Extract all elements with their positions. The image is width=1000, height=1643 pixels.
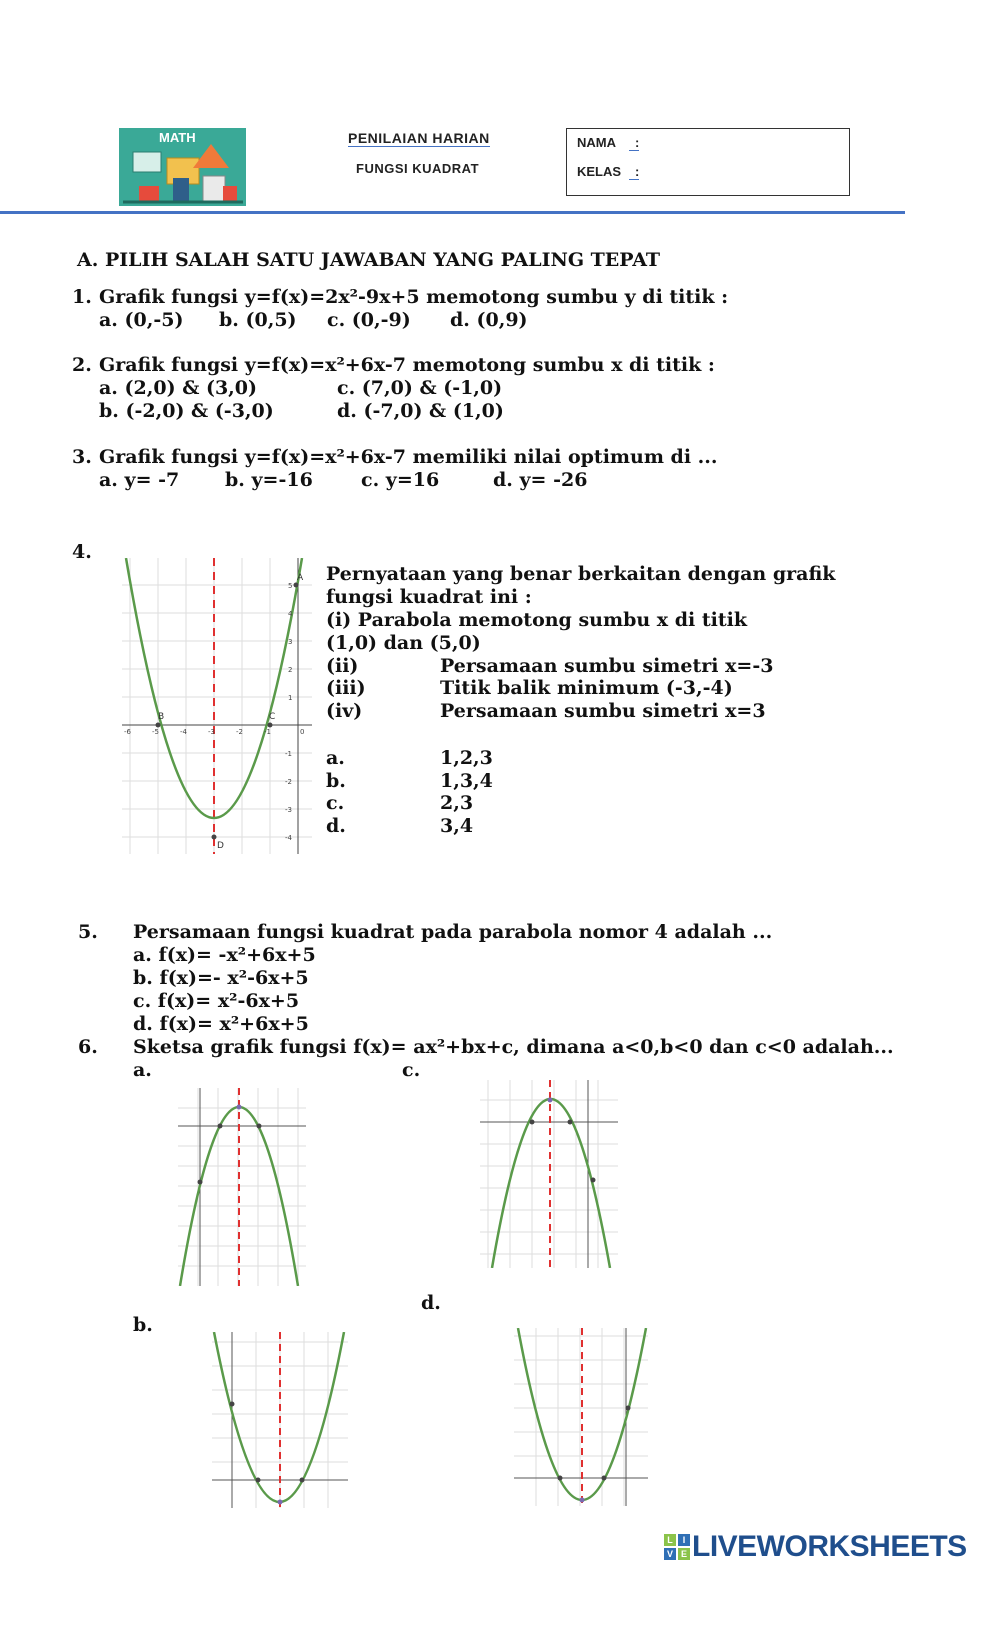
logo-letter-e: E	[678, 1548, 690, 1560]
q4-number: 4.	[72, 541, 92, 563]
q4-item-iii-number: (iii)	[326, 677, 366, 699]
q6-graph-d[interactable]	[514, 1328, 648, 1506]
q4-point-b-label: B	[158, 712, 165, 722]
kelas-colon[interactable]: :	[629, 164, 639, 180]
q4-point-b	[156, 723, 161, 728]
q4-option-c-value[interactable]: 2,3	[440, 792, 474, 814]
q4-y-tick: 1	[288, 694, 293, 702]
footer-brand[interactable]: LIVEWORKSHEETS	[692, 1530, 967, 1563]
student-info-box	[566, 128, 850, 196]
q4-option-a-label[interactable]: a.	[326, 747, 345, 769]
q2-number: 2.	[72, 354, 92, 376]
q5-option-c[interactable]: c. f(x)= x²-6x+5	[133, 990, 300, 1012]
page-title: PENILAIAN HARIAN	[348, 130, 490, 146]
q6-graph-c[interactable]	[480, 1080, 618, 1268]
q4-y-tick: 5	[288, 582, 293, 590]
q4-item-iv-text: Persamaan sumbu simetri x=3	[440, 700, 766, 722]
kelas-label: KELAS	[577, 164, 622, 179]
q3-text: Grafik fungsi y=f(x)=x²+6x-7 memiliki nilai optimum di ...	[99, 446, 718, 468]
q5-option-d[interactable]: d. f(x)= x²+6x+5	[133, 1013, 309, 1035]
page-subtitle: FUNGSI KUADRAT	[356, 161, 480, 176]
q4-point-d	[212, 835, 217, 840]
q2-text: Grafik fungsi y=f(x)=x²+6x-7 memotong sumbu x di titik :	[99, 354, 715, 376]
nama-colon[interactable]: :	[629, 135, 639, 151]
q6-option-d-label[interactable]: d.	[421, 1292, 441, 1314]
q1-option-a[interactable]: a. (0,-5)	[99, 309, 184, 331]
q4-y-tick: -1	[285, 750, 292, 758]
q2-option-a[interactable]: a. (2,0) & (3,0)	[99, 377, 257, 399]
q4-grid	[122, 558, 312, 854]
q4-x-tick: 0	[300, 728, 305, 736]
q4-x-tick: -2	[236, 728, 243, 736]
q4-x-tick: -6	[124, 728, 131, 736]
q4-graph	[122, 558, 312, 854]
q4-option-d-value[interactable]: 3,4	[440, 815, 474, 837]
header-logo	[119, 128, 246, 206]
q4-statement-line1: Pernyataan yang benar berkaitan dengan grafik	[326, 563, 836, 585]
q6-option-b-label[interactable]: b.	[133, 1314, 153, 1336]
q6-option-c-label[interactable]: c.	[402, 1059, 421, 1081]
q4-y-tick: 2	[288, 666, 293, 674]
q1-option-d[interactable]: d. (0,9)	[450, 309, 528, 331]
q4-x-tick: -1	[264, 728, 271, 736]
q4-y-tick: 3	[288, 638, 293, 646]
logo-letter-l: L	[664, 1534, 676, 1546]
section-heading: A. PILIH SALAH SATU JAWABAN YANG PALING TEPAT	[77, 249, 661, 271]
q6-graph-a[interactable]	[178, 1088, 306, 1286]
math-tools-icon	[119, 128, 246, 206]
q3-option-d[interactable]: d. y= -26	[493, 469, 588, 491]
q4-point-a	[294, 583, 299, 588]
q6-text: Sketsa grafik fungsi f(x)= ax²+bx+c, dimana a<0,b<0 dan c<0 adalah...	[133, 1036, 894, 1058]
q1-option-b[interactable]: b. (0,5)	[219, 309, 297, 331]
q6-option-a-label[interactable]: a.	[133, 1059, 152, 1081]
q3-option-c[interactable]: c. y=16	[361, 469, 440, 491]
q4-option-d-label[interactable]: d.	[326, 815, 346, 837]
q1-number: 1.	[72, 286, 92, 308]
q4-point-d-label: D	[217, 841, 224, 851]
q4-x-tick: -4	[180, 728, 187, 736]
q4-option-b-label[interactable]: b.	[326, 770, 346, 792]
q3-option-a[interactable]: a. y= -7	[99, 469, 180, 491]
q4-point-c	[268, 723, 273, 728]
nama-label: NAMA	[577, 135, 616, 150]
q4-point-a-label: A	[297, 573, 304, 583]
q3-option-b[interactable]: b. y=-16	[225, 469, 313, 491]
q2-option-d[interactable]: d. (-7,0) & (1,0)	[337, 400, 504, 422]
q1-option-c[interactable]: c. (0,-9)	[327, 309, 411, 331]
q4-y-tick: 4	[288, 610, 293, 618]
q2-option-c[interactable]: c. (7,0) & (-1,0)	[337, 377, 503, 399]
q4-item-ii-number: (ii)	[326, 655, 359, 677]
q4-x-tick: -3	[208, 728, 215, 736]
q4-point-c-label: C	[269, 712, 276, 722]
q3-number: 3.	[72, 446, 92, 468]
q4-x-tick: -5	[152, 728, 159, 736]
q4-option-a-value[interactable]: 1,2,3	[440, 747, 493, 769]
q4-item-iv-number: (iv)	[326, 700, 363, 722]
q4-statement-line2: fungsi kuadrat ini :	[326, 586, 532, 608]
q4-y-tick: -4	[285, 834, 292, 842]
q4-item-iii-text: Titik balik minimum (-3,-4)	[440, 677, 733, 699]
q4-item-i-line1: (i) Parabola memotong sumbu x di titik	[326, 609, 747, 631]
logo-letter-i: I	[678, 1534, 690, 1546]
q4-option-c-label[interactable]: c.	[326, 792, 345, 814]
logo-text: MATH	[159, 130, 196, 145]
q4-y-tick: -3	[285, 806, 292, 814]
liveworksheets-logo	[664, 1534, 694, 1560]
q4-item-i-line2: (1,0) dan (5,0)	[326, 632, 481, 654]
q1-text: Grafik fungsi y=f(x)=2x²-9x+5 memotong sumbu y di titik :	[99, 286, 729, 308]
q5-number: 5.	[78, 921, 98, 943]
q4-y-tick: -2	[285, 778, 292, 786]
q4-item-ii-text: Persamaan sumbu simetri x=-3	[440, 655, 774, 677]
q6-number: 6.	[78, 1036, 98, 1058]
header-divider	[0, 211, 905, 214]
q5-text: Persamaan fungsi kuadrat pada parabola nomor 4 adalah ...	[133, 921, 773, 943]
logo-letter-v: V	[664, 1548, 676, 1560]
q6-graph-b[interactable]	[212, 1332, 348, 1508]
q5-option-a[interactable]: a. f(x)= -x²+6x+5	[133, 944, 316, 966]
q5-option-b[interactable]: b. f(x)=- x²-6x+5	[133, 967, 309, 989]
q4-option-b-value[interactable]: 1,3,4	[440, 770, 493, 792]
q2-option-b[interactable]: b. (-2,0) & (-3,0)	[99, 400, 274, 422]
